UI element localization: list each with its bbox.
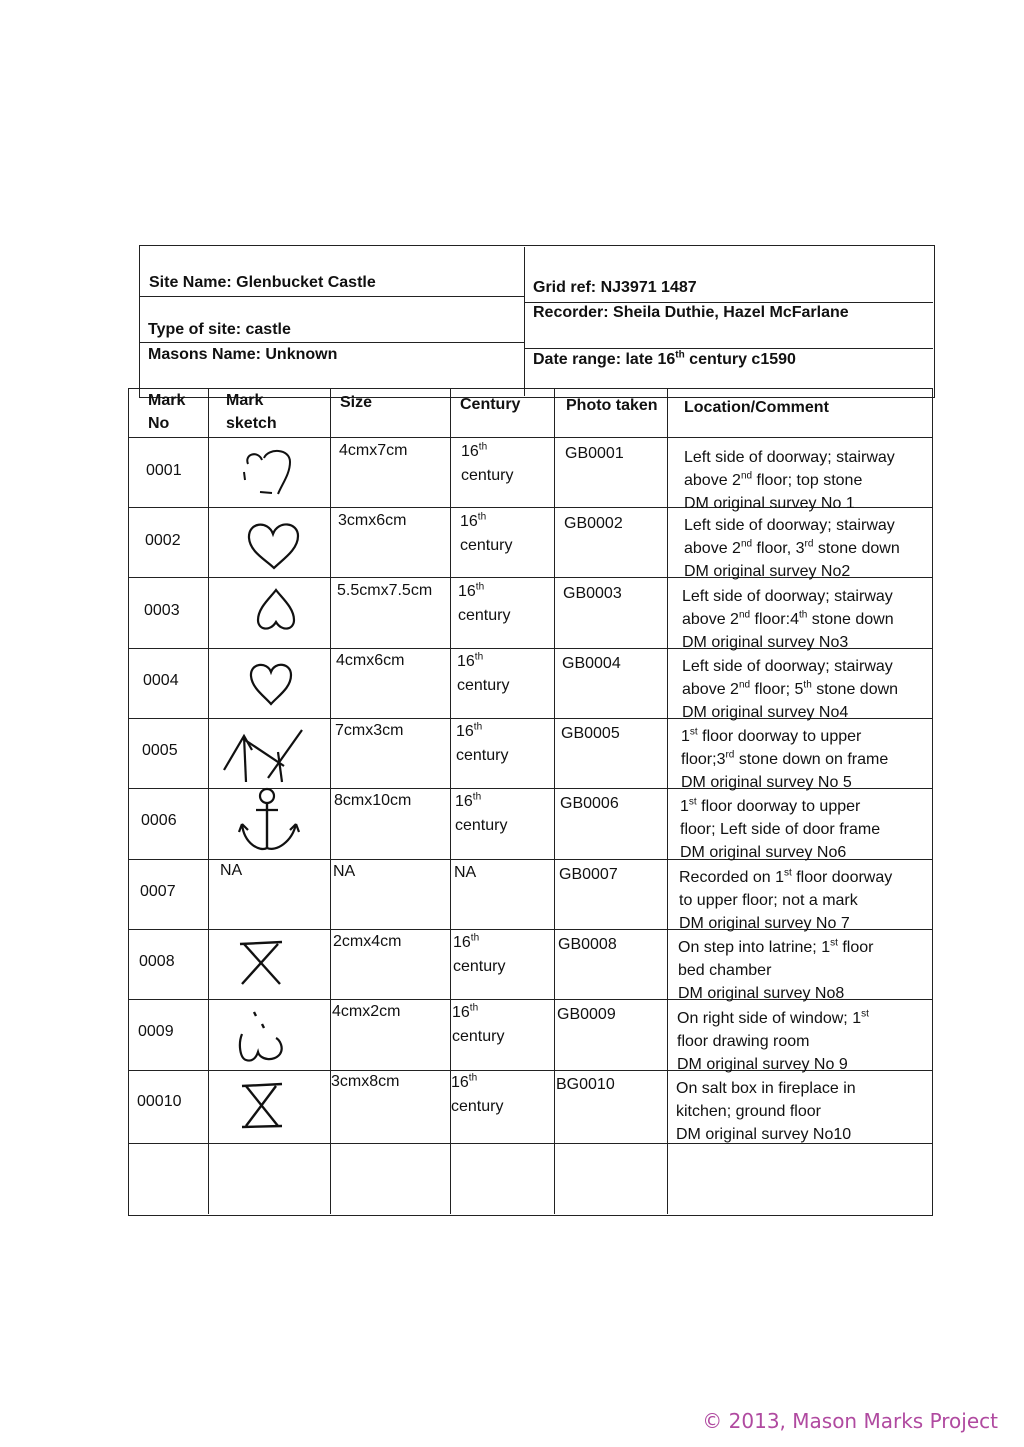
location-line-2: above 2 (684, 540, 741, 557)
location-line-2-end: stone down (813, 540, 900, 557)
mark-no: 0005 (142, 742, 178, 759)
photo-ref: GB0001 (565, 445, 624, 462)
century-sup: th (473, 721, 483, 733)
col-header-sketch (226, 389, 277, 435)
dotted-heart-sketch-icon (232, 1006, 288, 1066)
hourglass-open-sketch-icon (236, 938, 288, 988)
century-sup: th (470, 932, 480, 944)
location-comment (677, 1007, 869, 1076)
location-line-2-end: stone down (807, 611, 894, 628)
century (458, 580, 510, 628)
century-num: 16 (460, 513, 478, 530)
col-header-photo: Photo taken (566, 397, 658, 414)
century-sup: th (474, 651, 484, 663)
century (452, 1001, 504, 1049)
location-comment (681, 725, 888, 794)
mark-no: 0009 (138, 1023, 174, 1040)
century (460, 510, 512, 558)
century-num: 16 (451, 1074, 469, 1091)
location-line-1: On salt box in fireplace in (676, 1080, 856, 1097)
location-sup: rd (804, 538, 814, 550)
mark-no: 0006 (141, 812, 177, 829)
sketch-na: NA (220, 862, 243, 879)
location-line-3: DM original survey No4 (682, 704, 849, 721)
size: 4cmx7cm (339, 442, 408, 459)
size: 2cmx4cm (333, 933, 402, 950)
location-line-2: bed chamber (678, 962, 772, 979)
century-num: 16 (453, 934, 471, 951)
location-line-3: DM original survey No 9 (677, 1056, 848, 1073)
location-line-1: Left side of doorway; stairway (682, 658, 893, 675)
mark-no: 0004 (143, 672, 179, 689)
date-range-sup: th (675, 349, 685, 361)
size: NA (333, 863, 356, 880)
col-header-century: Century (460, 396, 521, 413)
century-word: NA (454, 864, 477, 881)
location-comment (678, 936, 873, 1005)
location-line-3: DM original survey No6 (680, 844, 847, 861)
century-word: century (451, 1098, 504, 1115)
century-word: century (456, 747, 509, 764)
location-line-1: On right side of window; 1 (677, 1010, 862, 1027)
location-comment (682, 655, 898, 724)
location-line-2: above 2 (682, 611, 739, 628)
century-num: 16 (455, 793, 473, 810)
century (451, 1071, 503, 1119)
location-line-2-end: floor; top stone (752, 472, 863, 489)
location-line-2: above 2 (684, 472, 741, 489)
century (456, 720, 508, 768)
location-line-1: Left side of doorway; stairway (684, 449, 895, 466)
location-comment (676, 1077, 856, 1146)
date-range (533, 349, 796, 371)
photo-ref: GB0008 (558, 936, 617, 953)
location-line-2: kitchen; ground floor (676, 1103, 821, 1120)
century-word: century (455, 817, 508, 834)
location-line-2: floor;3 (681, 751, 726, 768)
century-sup: th (475, 581, 485, 593)
photo-ref: GB0007 (559, 866, 618, 883)
location-line-1-end: floor doorway to upper (696, 798, 861, 815)
grid-ref: Grid ref: NJ3971 1487 (533, 279, 697, 296)
century-sup: th (469, 1002, 479, 1014)
column-line (667, 389, 668, 1214)
column-line (208, 389, 209, 1214)
century (455, 790, 507, 838)
header-line (140, 296, 524, 297)
copyright-notice: © 2013, Mason Marks Project (702, 1409, 998, 1433)
location-sup: st (688, 796, 697, 808)
century-sup: th (468, 1072, 478, 1084)
mark-no: 0002 (145, 532, 181, 549)
century-num: 16 (457, 653, 475, 670)
location-line-2-mid: floor; 5 (750, 681, 804, 698)
location-line-3: DM original survey No8 (678, 985, 845, 1002)
photo-ref: GB0003 (563, 585, 622, 602)
century-num: 16 (458, 583, 476, 600)
header-divider (524, 247, 525, 396)
location-line-1: Left side of doorway; stairway (682, 588, 893, 605)
header-line (140, 342, 524, 343)
size: 4cmx6cm (336, 652, 405, 669)
century (453, 931, 505, 979)
col-header-mark-no (148, 389, 185, 435)
century-num: 16 (461, 443, 479, 460)
location-sup: st (689, 726, 698, 738)
photo-ref: GB0005 (561, 725, 620, 742)
century-word: century (460, 537, 513, 554)
col-header-sketch-line2: sketch (226, 415, 277, 432)
location-line-2: to upper floor; not a mark (679, 892, 858, 909)
col-header-sketch-line1: Mark (226, 392, 264, 409)
site-name: Site Name: Glenbucket Castle (149, 274, 376, 291)
location-line-3: DM original survey No3 (682, 634, 849, 651)
arrow-cross-sketch-icon (218, 726, 308, 784)
size: 7cmx3cm (335, 722, 404, 739)
hourglass-sketch-icon (238, 1080, 286, 1132)
photo-ref: GB0004 (562, 655, 621, 672)
century (461, 440, 513, 488)
location-line-2-end: stone down (811, 681, 899, 698)
location-line-2: above 2 (682, 681, 739, 698)
size: 8cmx10cm (334, 792, 412, 809)
location-sup: rd (725, 749, 735, 761)
size: 3cmx6cm (338, 512, 407, 529)
location-line-1: Left side of doorway; stairway (684, 517, 895, 534)
century-word: century (452, 1028, 505, 1045)
location-line-1-end: floor (837, 939, 874, 956)
location-line-3: DM original survey No 1 (684, 495, 855, 512)
heart-inverted-sketch-icon (252, 586, 300, 634)
mark-no: 0001 (146, 462, 182, 479)
location-line-3: DM original survey No 5 (681, 774, 852, 791)
location-line-2-end: stone down on frame (734, 751, 889, 768)
location-line-3: DM original survey No 7 (679, 915, 850, 932)
mark-no: 0007 (140, 883, 176, 900)
location-sup: nd (738, 679, 751, 691)
heart-sketch-icon (244, 518, 302, 570)
century-num: 16 (456, 723, 474, 740)
century-word: century (458, 607, 511, 624)
row-line (129, 437, 932, 438)
masons-name: Masons Name: Unknown (148, 346, 338, 363)
date-range-post: century c1590 (684, 351, 796, 368)
century-word: century (453, 958, 506, 975)
location-comment (684, 514, 900, 583)
col-header-mark-no-line2: No (148, 415, 170, 432)
location-sup: th (798, 609, 808, 621)
location-line-2: floor drawing room (677, 1033, 810, 1050)
location-line-1-end: floor doorway to upper (697, 728, 862, 745)
photo-ref: GB0002 (564, 515, 623, 532)
century-sup: th (477, 511, 487, 523)
heart-sketch-icon (246, 658, 296, 708)
location-line-1: 1 (681, 728, 690, 745)
location-line-2-mid: floor, 3 (752, 540, 805, 557)
location-sup: st (861, 1008, 869, 1020)
col-header-size: Size (340, 394, 373, 411)
mark-no: 00010 (137, 1093, 182, 1110)
location-comment (680, 795, 880, 864)
anchor-sketch-icon (236, 786, 302, 856)
century-word: century (461, 467, 514, 484)
location-sup: nd (740, 538, 753, 550)
col-header-location: Location/Comment (684, 399, 829, 416)
location-comment (679, 866, 892, 935)
location-line-1: On step into latrine; 1 (678, 939, 831, 956)
location-sup: st (830, 937, 838, 949)
photo-ref: BG0010 (556, 1076, 615, 1093)
location-line-1: 1 (680, 798, 689, 815)
location-sup: nd (740, 470, 753, 482)
size: 5.5cmx7.5cm (337, 582, 433, 599)
location-line-1: Recorded on 1 (679, 869, 784, 886)
location-sup: th (803, 679, 812, 691)
location-line-1-end: floor doorway (791, 869, 893, 886)
recorder: Recorder: Sheila Duthie, Hazel McFarlane (533, 304, 849, 321)
century-num: 16 (452, 1004, 470, 1021)
century-sup: th (478, 441, 488, 453)
location-line-3: DM original survey No2 (684, 563, 851, 580)
mark-no: 0003 (144, 602, 180, 619)
size: 4cmx2cm (332, 1003, 401, 1020)
century (457, 650, 509, 698)
column-line (554, 389, 555, 1214)
photo-ref: GB0006 (560, 795, 619, 812)
size: 3cmx8cm (331, 1073, 400, 1090)
century-sup: th (472, 791, 482, 803)
location-sup: nd (738, 609, 751, 621)
date-range-pre: Date range: late 16 (533, 351, 676, 368)
mark-no: 0008 (139, 953, 175, 970)
location-sup: st (783, 867, 792, 879)
location-comment (684, 446, 895, 515)
location-line-2: floor; Left side of door frame (680, 821, 881, 838)
photo-ref: GB0009 (557, 1006, 616, 1023)
location-comment (682, 585, 894, 654)
location-line-2-mid: floor:4 (750, 611, 799, 628)
century-word: century (457, 677, 510, 694)
col-header-mark-no-line1: Mark (148, 392, 186, 409)
site-type: Type of site: castle (148, 321, 291, 338)
heart-dashed-sketch-icon (238, 446, 298, 498)
location-line-3: DM original survey No10 (676, 1126, 852, 1143)
